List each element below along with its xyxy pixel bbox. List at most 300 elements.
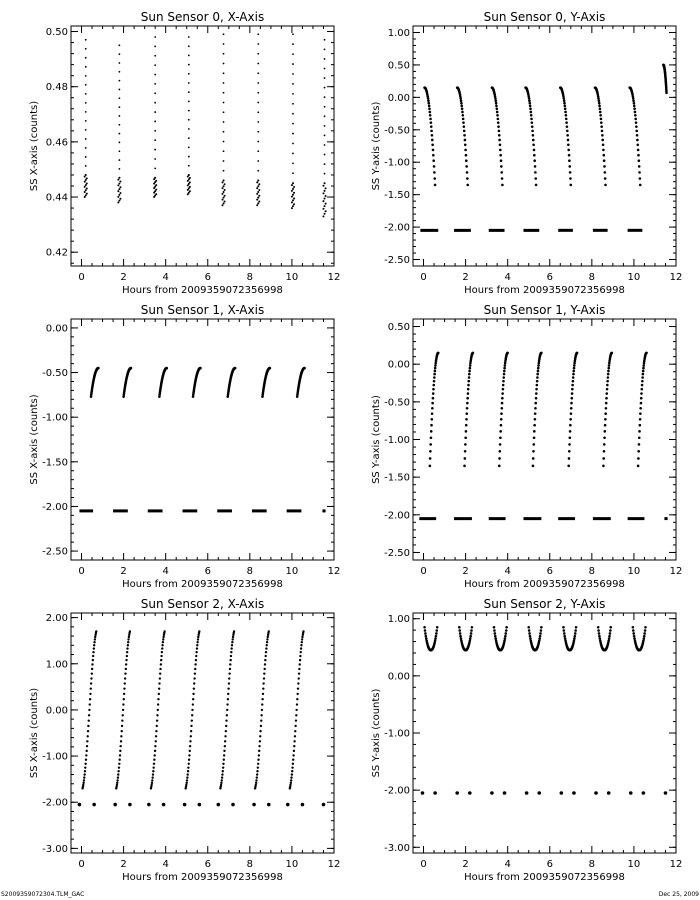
data-point (604, 412, 607, 415)
data-point (296, 703, 298, 705)
data-point (642, 639, 645, 642)
data-point (221, 193, 223, 195)
data-point (84, 770, 86, 772)
data-point (154, 64, 156, 66)
x-tick-label: 8 (246, 272, 254, 283)
data-point (197, 636, 199, 638)
data-point (126, 651, 128, 653)
data-point (465, 418, 468, 421)
data-point (433, 177, 436, 180)
data-point (461, 114, 464, 117)
data-point (154, 46, 156, 48)
data-point (266, 644, 268, 646)
data-point (86, 182, 88, 184)
data-point (634, 118, 637, 121)
data-point (609, 626, 612, 629)
data-point (644, 626, 647, 629)
data-point (118, 124, 120, 126)
data-point (324, 173, 326, 175)
data-point (194, 668, 196, 670)
chart-panel-3 (371, 303, 682, 590)
data-point (540, 626, 543, 629)
data-point (607, 376, 610, 379)
data-point (223, 121, 225, 123)
data-point (151, 782, 153, 784)
data-point (500, 159, 503, 162)
data-point (192, 703, 194, 705)
data-point (637, 457, 640, 460)
data-point (539, 635, 542, 638)
chart-panel-5 (371, 597, 682, 883)
data-point (505, 626, 508, 629)
data-point (229, 663, 231, 665)
data-point (186, 776, 188, 778)
data-point (158, 693, 160, 695)
data-point (84, 763, 86, 765)
data-point (128, 803, 132, 807)
data-point (635, 130, 638, 133)
data-point (598, 105, 601, 108)
data-point (322, 192, 324, 194)
data-point (119, 750, 121, 752)
data-point (118, 759, 120, 761)
data-point (292, 162, 294, 164)
data-point (147, 803, 151, 807)
data-point (632, 97, 635, 100)
data-point (608, 637, 611, 640)
data-point (496, 108, 499, 111)
data-point (85, 48, 87, 50)
data-point (113, 803, 117, 807)
data-point (224, 745, 226, 747)
data-point (535, 184, 538, 187)
data-point (216, 803, 220, 807)
data-point (95, 630, 97, 632)
data-point (530, 111, 533, 114)
data-point (255, 779, 257, 781)
data-point (223, 170, 225, 172)
data-point (468, 791, 472, 795)
x-tick-label: 8 (588, 566, 596, 577)
data-point (90, 677, 92, 679)
data-point (223, 202, 225, 204)
y-tick-label: 0.00 (387, 359, 410, 371)
data-point (424, 632, 427, 635)
data-point (223, 180, 225, 182)
data-point (154, 102, 156, 104)
data-point (255, 784, 257, 786)
data-point (187, 766, 189, 768)
data-point (571, 388, 574, 391)
data-point (499, 154, 502, 157)
x-tick-label: 10 (627, 859, 641, 870)
data-point (325, 187, 327, 189)
data-point (433, 376, 436, 379)
data-point (293, 192, 295, 194)
data-point (533, 159, 536, 162)
data-point (257, 111, 259, 113)
data-point (117, 202, 119, 204)
data-point (260, 719, 262, 721)
data-point (533, 424, 536, 427)
data-point (642, 367, 645, 370)
data-point (638, 171, 641, 174)
data-point (466, 171, 469, 174)
data-point (85, 759, 87, 761)
data-point (188, 174, 190, 176)
data-point (292, 153, 294, 155)
y-tick-label: -3.00 (384, 842, 410, 854)
data-point (153, 763, 155, 765)
x-tick-label: 2 (120, 272, 127, 283)
data-point (633, 102, 636, 105)
data-point (263, 677, 265, 679)
data-point (224, 735, 226, 737)
x-axis-label: Hours from 2009359072356998 (122, 579, 283, 590)
data-point (464, 436, 467, 439)
data-point (465, 412, 468, 415)
data-point (269, 367, 272, 370)
data-point (292, 33, 294, 35)
y-tick-label: -2.00 (384, 785, 410, 797)
data-point (188, 754, 190, 756)
data-point (258, 200, 260, 202)
data-point (490, 791, 494, 795)
y-tick-label: -1.00 (384, 157, 410, 169)
data-point (469, 364, 472, 367)
data-point (162, 641, 164, 643)
data-point (642, 364, 645, 367)
data-point (154, 92, 156, 94)
data-point (119, 186, 121, 188)
data-point (431, 402, 434, 405)
y-tick-label: 0.46 (45, 137, 68, 149)
data-point (85, 179, 87, 181)
data-point (85, 147, 87, 149)
data-point (638, 436, 641, 439)
data-point (565, 114, 568, 117)
data-point (222, 766, 224, 768)
data-point (459, 632, 462, 635)
data-point (637, 149, 640, 152)
data-point (221, 199, 223, 201)
data-point (118, 133, 120, 135)
data-point (469, 637, 472, 640)
data-point (637, 450, 640, 453)
data-point (607, 373, 610, 376)
data-point (430, 130, 433, 133)
data-point (118, 177, 120, 179)
data-point (493, 626, 496, 629)
data-point (223, 150, 225, 152)
x-tick-label: 12 (327, 566, 341, 577)
data-point (433, 171, 436, 174)
data-point (430, 436, 433, 439)
data-point (262, 682, 264, 684)
data-point (154, 177, 156, 179)
data-point (604, 177, 607, 180)
x-tick-label: 10 (627, 272, 641, 283)
data-point (85, 84, 87, 86)
data-point (225, 730, 227, 732)
data-point (292, 43, 294, 45)
data-point (501, 177, 504, 180)
data-point (468, 373, 471, 376)
x-tick-label: 2 (120, 566, 127, 577)
data-point (154, 111, 156, 113)
data-point (292, 93, 294, 95)
data-point (567, 149, 570, 152)
data-point (499, 144, 502, 147)
data-point (435, 635, 438, 638)
data-point (495, 102, 498, 105)
data-point (633, 108, 636, 111)
x-tick-label: 6 (546, 566, 553, 577)
data-point (189, 745, 191, 747)
data-point (567, 139, 570, 142)
data-point (88, 714, 90, 716)
data-point (85, 93, 87, 95)
data-point (460, 637, 463, 640)
data-point (564, 108, 567, 111)
data-point (188, 64, 190, 66)
data-point (324, 198, 326, 200)
data-point (85, 111, 87, 113)
data-point (638, 165, 641, 168)
data-point (324, 106, 326, 108)
data-point (119, 192, 121, 194)
data-point (188, 101, 190, 103)
data-point (234, 367, 237, 370)
data-point (150, 784, 152, 786)
data-point (85, 57, 87, 59)
data-point (641, 376, 644, 379)
data-point (160, 659, 162, 661)
data-point (528, 629, 531, 632)
data-point (603, 165, 606, 168)
data-point (191, 714, 193, 716)
data-point (197, 638, 199, 640)
data-point (601, 134, 604, 137)
data-point (125, 663, 127, 665)
data-point (154, 55, 156, 57)
data-point (503, 373, 506, 376)
data-point (434, 364, 437, 367)
x-tick-label: 12 (669, 566, 683, 577)
data-point (84, 181, 86, 183)
data-point (429, 457, 432, 460)
y-tick-label: -2.00 (384, 222, 410, 234)
data-point (602, 144, 605, 147)
data-point (87, 730, 89, 732)
data-point (532, 134, 535, 137)
data-point (223, 43, 225, 45)
data-point (191, 719, 193, 721)
data-point (637, 465, 640, 468)
data-point (500, 418, 503, 421)
data-points (421, 626, 668, 795)
data-point (291, 773, 293, 775)
data-point (223, 63, 225, 65)
data-point (117, 773, 119, 775)
data-point (499, 443, 502, 446)
data-point (568, 165, 571, 168)
data-point (297, 687, 299, 689)
data-point (195, 651, 197, 653)
data-point (573, 637, 576, 640)
data-point (119, 198, 121, 200)
data-point (604, 184, 607, 187)
data-point (301, 638, 303, 640)
data-point (640, 397, 643, 400)
data-point (183, 803, 187, 807)
data-point (221, 187, 223, 189)
data-point (639, 424, 642, 427)
data-point (256, 193, 258, 195)
data-point (571, 384, 574, 387)
data-point (154, 158, 156, 160)
data-point (118, 194, 120, 196)
data-point (425, 635, 428, 638)
data-points (84, 33, 327, 217)
data-point (434, 370, 437, 373)
data-point (325, 195, 327, 197)
y-tick-label: -0.50 (42, 368, 68, 380)
data-point (230, 655, 232, 657)
data-point (429, 118, 432, 121)
data-point (504, 635, 507, 638)
data-point (157, 703, 159, 705)
data-point (185, 784, 187, 786)
data-point (609, 629, 612, 632)
data-point (498, 130, 501, 133)
data-point (257, 53, 259, 55)
data-point (292, 123, 294, 125)
data-point (162, 636, 164, 638)
data-point (433, 373, 436, 376)
data-point (639, 418, 642, 421)
data-point (118, 142, 120, 144)
data-point (224, 189, 226, 191)
data-point (257, 191, 259, 193)
data-point (459, 635, 462, 638)
data-point (256, 199, 258, 201)
data-point (302, 630, 304, 632)
data-point (292, 763, 294, 765)
data-point (562, 97, 565, 100)
data-point (324, 135, 326, 137)
data-point (429, 450, 432, 453)
data-point (159, 677, 161, 679)
data-point (433, 165, 436, 168)
data-point (503, 370, 506, 373)
data-point (91, 663, 93, 665)
data-point (636, 134, 639, 137)
data-point (192, 693, 194, 695)
data-point (257, 33, 259, 35)
data-point (158, 687, 160, 689)
data-point (572, 370, 575, 373)
data-point (458, 629, 461, 632)
data-point (602, 149, 605, 152)
data-point (495, 105, 498, 108)
data-point (493, 629, 496, 632)
data-point (501, 397, 504, 400)
y-tick-label: 0.50 (45, 27, 68, 39)
data-point (600, 118, 603, 121)
data-point (609, 632, 612, 635)
data-point (118, 200, 120, 202)
data-point (431, 139, 434, 142)
data-point (565, 121, 568, 124)
data-point (188, 137, 190, 139)
data-point (188, 165, 190, 167)
y-axis-label: SS Y-axis (counts) (371, 395, 382, 484)
data-point (129, 630, 131, 632)
data-point (525, 791, 529, 795)
data-point (300, 647, 302, 649)
data-point (600, 125, 603, 128)
data-point (575, 626, 578, 629)
y-tick-label: 1.00 (387, 27, 410, 39)
data-point (92, 651, 94, 653)
data-point (569, 171, 572, 174)
data-point (190, 730, 192, 732)
data-point (428, 108, 431, 111)
data-point (536, 376, 539, 379)
data-point (468, 370, 471, 373)
x-tick-label: 6 (204, 566, 211, 577)
data-point (193, 677, 195, 679)
data-point (640, 392, 643, 395)
data-point (529, 105, 532, 108)
data-point (466, 397, 469, 400)
data-point (231, 638, 233, 640)
data-point (85, 754, 87, 756)
data-point (257, 766, 259, 768)
data-point (502, 388, 505, 391)
data-point (223, 759, 225, 761)
data-point (223, 141, 225, 143)
data-point (568, 159, 571, 162)
data-point (266, 638, 268, 640)
data-point (532, 144, 535, 147)
data-point (259, 735, 261, 737)
data-point (292, 143, 294, 145)
data-point (568, 443, 571, 446)
data-point (151, 779, 153, 781)
data-point (119, 745, 121, 747)
data-point (188, 36, 190, 38)
data-point (536, 384, 539, 387)
data-point (85, 138, 87, 140)
data-point (644, 629, 647, 632)
data-point (464, 450, 467, 453)
data-point (563, 102, 566, 105)
data-point (82, 784, 84, 786)
data-point (497, 125, 500, 128)
data-point (189, 181, 191, 183)
data-point (155, 730, 157, 732)
data-point (636, 139, 639, 142)
data-point (324, 182, 326, 184)
data-point (121, 730, 123, 732)
data-point (257, 92, 259, 94)
data-point (602, 154, 605, 157)
data-point (464, 139, 467, 142)
data-point (537, 791, 541, 795)
y-tick-label: -1.50 (384, 472, 410, 484)
